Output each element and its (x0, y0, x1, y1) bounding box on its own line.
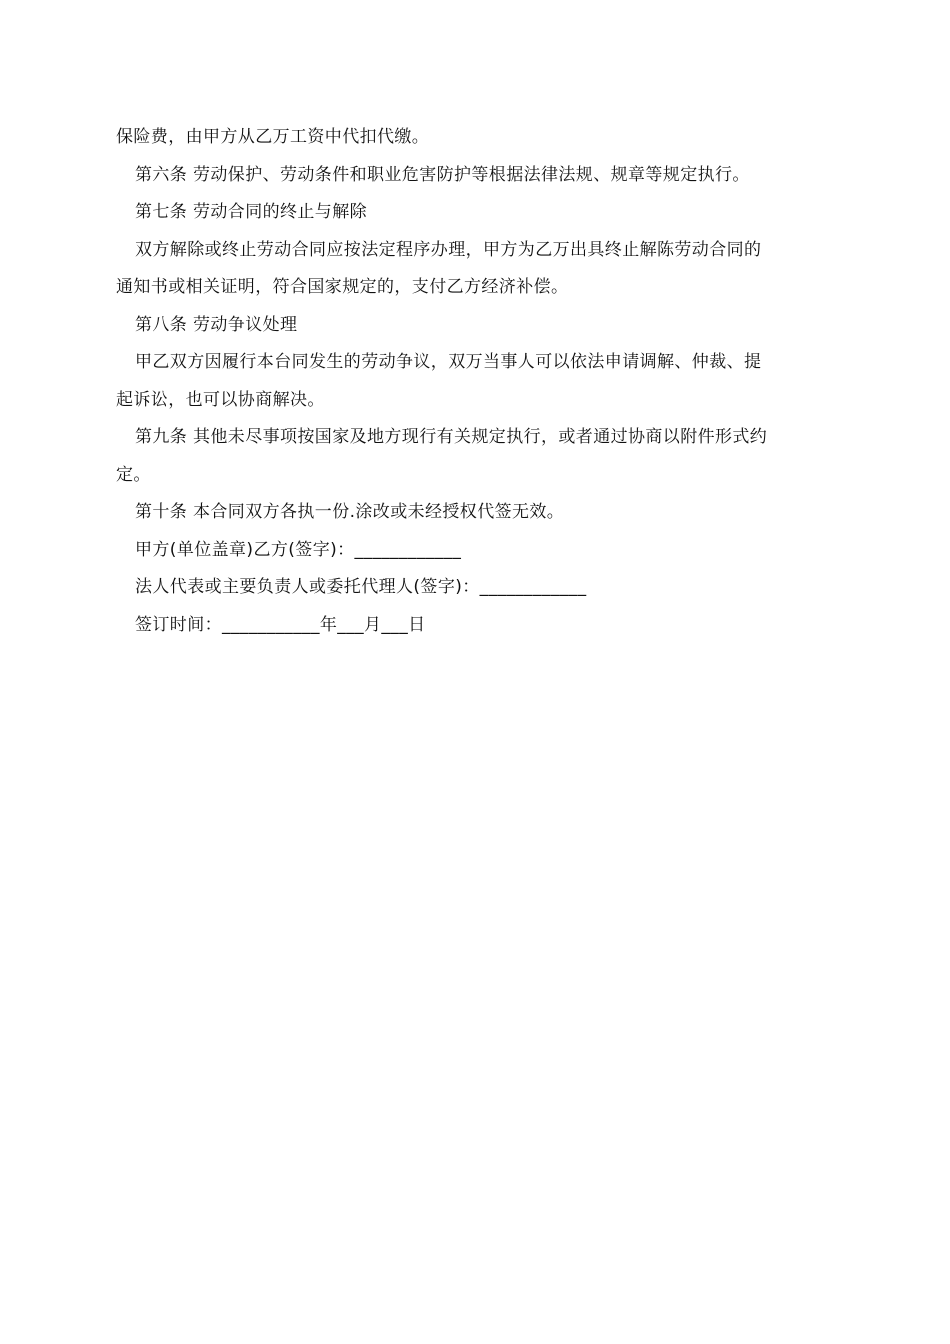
party-signature-line: 甲方(单位盖章)乙方(签字)：____________ (135, 539, 462, 560)
contract-text (116, 119, 840, 644)
article-10: 第十条 本合同双方各执一份.涂改或未经授权代签无效。 (135, 502, 565, 522)
paragraph-continuation: 保险费，由甲方从乙万工资中代扣代缴。 (116, 127, 430, 147)
article-9-line-2: 定。 (116, 464, 151, 485)
article-6: 第六条 劳动保护、劳动条件和职业危害防护等根据法律法规、规章等规定执行。 (135, 164, 750, 185)
representative-signature-line: 法人代表或主要负责人或委托代理人(签字)：____________ (135, 577, 587, 597)
article-8-heading: 第八条 劳动争议处理 (135, 314, 298, 335)
article-7-body-line-1: 双方解除或终止劳动合同应按法定程序办理，甲方为乙万出具终止解陈劳动合同的 (135, 239, 762, 260)
article-8-body-line-1: 甲乙双方因履行本台同发生的劳动争议，双万当事人可以依法申请调解、仲裁、提 (135, 352, 762, 372)
article-7-body-line-2: 通知书或相关证明，符合国家规定的，支付乙方经济补偿。 (116, 277, 569, 297)
article-8-body-line-2: 起诉讼，也可以协商解决。 (116, 389, 325, 410)
article-9-line-1: 第九条 其他未尽事项按国家及地方现行有关规定执行，或者通过协商以附件形式约 (135, 427, 768, 447)
signing-date-line: 签订时间：___________年___月___日 (135, 614, 426, 635)
article-7-heading: 第七条 劳动合同的终止与解除 (135, 202, 368, 222)
